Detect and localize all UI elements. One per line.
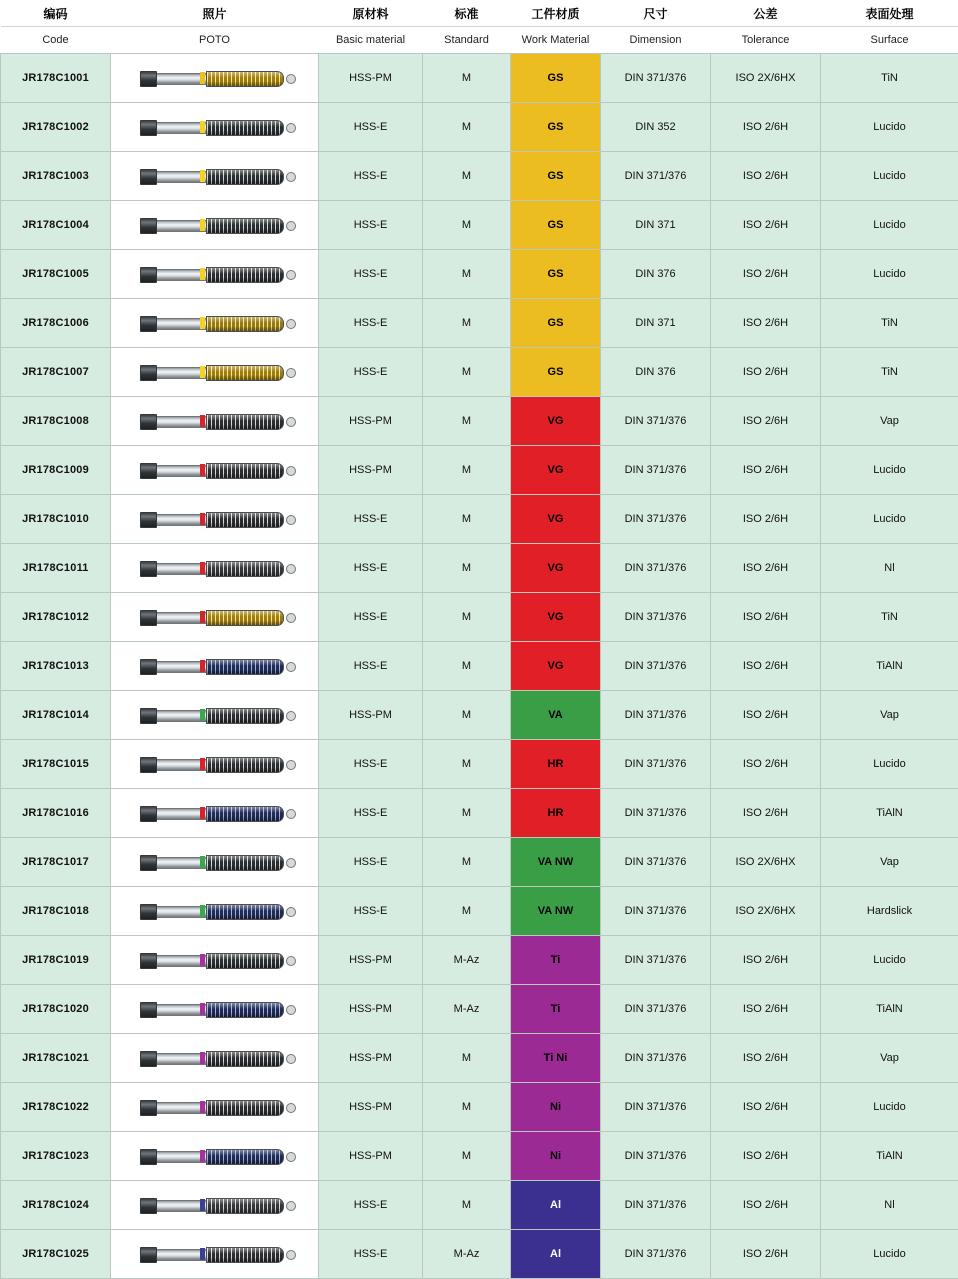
cell-dimension: DIN 371/376	[601, 544, 711, 593]
cell-code: JR178C1020	[1, 985, 111, 1034]
cell-basic-material: HSS-PM	[319, 1034, 423, 1083]
cell-dimension: DIN 371/376	[601, 642, 711, 691]
column-header-work-material-cn: 工件材质	[511, 0, 601, 27]
cell-tolerance: ISO 2/6H	[711, 397, 821, 446]
column-header-dimension-en: Dimension	[601, 27, 711, 54]
cell-photo	[111, 1230, 319, 1279]
cell-code: JR178C1011	[1, 544, 111, 593]
cell-surface: Lucido	[821, 103, 958, 152]
cell-dimension: DIN 371/376	[601, 54, 711, 103]
cell-surface: Nl	[821, 1181, 958, 1230]
table-row	[1, 348, 958, 397]
cell-photo	[111, 1083, 319, 1132]
cell-tolerance: ISO 2X/6HX	[711, 838, 821, 887]
cell-tolerance: ISO 2/6H	[711, 691, 821, 740]
cell-photo	[111, 495, 319, 544]
cell-work-material: VG	[511, 544, 601, 593]
table-row	[1, 838, 958, 887]
cell-code: JR178C1007	[1, 348, 111, 397]
cell-work-material: GS	[511, 201, 601, 250]
cell-work-material: VG	[511, 495, 601, 544]
cell-standard: M	[423, 691, 511, 740]
cell-code: JR178C1018	[1, 887, 111, 936]
cell-surface: Lucido	[821, 250, 958, 299]
cell-basic-material: HSS-E	[319, 838, 423, 887]
cell-dimension: DIN 371/376	[601, 936, 711, 985]
cell-basic-material: HSS-E	[319, 642, 423, 691]
tap-tool-image	[111, 791, 318, 835]
cell-photo	[111, 838, 319, 887]
cell-code: JR178C1009	[1, 446, 111, 495]
cell-dimension: DIN 371/376	[601, 1034, 711, 1083]
cell-tolerance: ISO 2/6H	[711, 152, 821, 201]
cell-basic-material: HSS-E	[319, 250, 423, 299]
cell-work-material: Ti	[511, 936, 601, 985]
cell-basic-material: HSS-PM	[319, 1132, 423, 1181]
cell-dimension: DIN 371/376	[601, 1181, 711, 1230]
cell-surface: TiAlN	[821, 642, 958, 691]
cell-work-material: GS	[511, 250, 601, 299]
cell-standard: M	[423, 495, 511, 544]
table-row	[1, 54, 958, 103]
cell-photo	[111, 348, 319, 397]
cell-tolerance: ISO 2/6H	[711, 348, 821, 397]
column-header-code-en: Code	[1, 27, 111, 54]
column-header-surface-en: Surface	[821, 27, 958, 54]
cell-tolerance: ISO 2/6H	[711, 299, 821, 348]
cell-work-material: GS	[511, 299, 601, 348]
tap-tool-image	[111, 693, 318, 737]
tap-tool-image	[111, 1183, 318, 1227]
tap-tool-image	[111, 1036, 318, 1080]
tap-tool-image	[111, 105, 318, 149]
cell-basic-material: HSS-PM	[319, 54, 423, 103]
cell-basic-material: HSS-PM	[319, 446, 423, 495]
cell-photo	[111, 593, 319, 642]
cell-standard: M	[423, 838, 511, 887]
cell-surface: Lucido	[821, 446, 958, 495]
cell-code: JR178C1005	[1, 250, 111, 299]
table-row	[1, 936, 958, 985]
cell-basic-material: HSS-E	[319, 544, 423, 593]
column-header-photo-cn: 照片	[111, 0, 319, 27]
cell-standard: M	[423, 1132, 511, 1181]
table-row	[1, 1132, 958, 1181]
cell-code: JR178C1001	[1, 54, 111, 103]
table-row	[1, 1230, 958, 1279]
cell-photo	[111, 1034, 319, 1083]
cell-tolerance: ISO 2/6H	[711, 495, 821, 544]
cell-tolerance: ISO 2/6H	[711, 544, 821, 593]
cell-basic-material: HSS-PM	[319, 985, 423, 1034]
cell-code: JR178C1006	[1, 299, 111, 348]
table-row	[1, 1034, 958, 1083]
cell-standard: M	[423, 1083, 511, 1132]
cell-dimension: DIN 376	[601, 250, 711, 299]
cell-tolerance: ISO 2/6H	[711, 103, 821, 152]
cell-surface: TiAlN	[821, 985, 958, 1034]
column-header-basic-material-cn: 原材料	[319, 0, 423, 27]
cell-basic-material: HSS-PM	[319, 936, 423, 985]
cell-basic-material: HSS-E	[319, 593, 423, 642]
tap-tool-image	[111, 56, 318, 100]
tap-tool-image	[111, 350, 318, 394]
tap-tool-image	[111, 742, 318, 786]
cell-work-material: VG	[511, 446, 601, 495]
table-row	[1, 103, 958, 152]
cell-work-material: GS	[511, 54, 601, 103]
cell-code: JR178C1004	[1, 201, 111, 250]
cell-standard: M	[423, 642, 511, 691]
header-row-english	[1, 27, 958, 54]
cell-work-material: Ni	[511, 1132, 601, 1181]
cell-work-material: Ni	[511, 1083, 601, 1132]
cell-standard: M	[423, 299, 511, 348]
cell-tolerance: ISO 2/6H	[711, 446, 821, 495]
cell-surface: TiN	[821, 348, 958, 397]
cell-photo	[111, 446, 319, 495]
table-row	[1, 593, 958, 642]
cell-photo	[111, 54, 319, 103]
cell-work-material: VG	[511, 642, 601, 691]
cell-surface: Lucido	[821, 201, 958, 250]
cell-photo	[111, 1132, 319, 1181]
tap-tool-image	[111, 301, 318, 345]
column-header-basic-material-en: Basic material	[319, 27, 423, 54]
cell-work-material: HR	[511, 740, 601, 789]
cell-basic-material: HSS-E	[319, 201, 423, 250]
table-row	[1, 887, 958, 936]
cell-standard: M	[423, 887, 511, 936]
cell-standard: M	[423, 789, 511, 838]
cell-dimension: DIN 371/376	[601, 985, 711, 1034]
cell-code: JR178C1025	[1, 1230, 111, 1279]
cell-tolerance: ISO 2/6H	[711, 201, 821, 250]
cell-code: JR178C1023	[1, 1132, 111, 1181]
cell-code: JR178C1022	[1, 1083, 111, 1132]
cell-photo	[111, 397, 319, 446]
cell-work-material: VA	[511, 691, 601, 740]
tap-tool-image	[111, 399, 318, 443]
cell-standard: M	[423, 201, 511, 250]
table-row	[1, 250, 958, 299]
tap-tool-image	[111, 840, 318, 884]
cell-dimension: DIN 371/376	[601, 740, 711, 789]
cell-photo	[111, 936, 319, 985]
column-header-tolerance-en: Tolerance	[711, 27, 821, 54]
cell-dimension: DIN 371/376	[601, 838, 711, 887]
cell-standard: M	[423, 446, 511, 495]
cell-code: JR178C1021	[1, 1034, 111, 1083]
tap-tool-image	[111, 203, 318, 247]
cell-dimension: DIN 371/376	[601, 1132, 711, 1181]
cell-basic-material: HSS-PM	[319, 397, 423, 446]
column-header-surface-cn: 表面处理	[821, 0, 958, 27]
cell-photo	[111, 544, 319, 593]
cell-code: JR178C1013	[1, 642, 111, 691]
table-header	[1, 0, 958, 54]
cell-basic-material: HSS-PM	[319, 691, 423, 740]
cell-code: JR178C1014	[1, 691, 111, 740]
cell-basic-material: HSS-E	[319, 495, 423, 544]
cell-photo	[111, 789, 319, 838]
cell-surface: TiN	[821, 54, 958, 103]
cell-standard: M	[423, 397, 511, 446]
cell-tolerance: ISO 2/6H	[711, 740, 821, 789]
cell-tolerance: ISO 2/6H	[711, 936, 821, 985]
cell-dimension: DIN 376	[601, 348, 711, 397]
tap-tool-image	[111, 546, 318, 590]
cell-photo	[111, 691, 319, 740]
cell-surface: Lucido	[821, 152, 958, 201]
cell-tolerance: ISO 2/6H	[711, 1034, 821, 1083]
cell-surface: Nl	[821, 544, 958, 593]
cell-code: JR178C1017	[1, 838, 111, 887]
column-header-tolerance-cn: 公差	[711, 0, 821, 27]
cell-work-material: HR	[511, 789, 601, 838]
cell-surface: Vap	[821, 397, 958, 446]
cell-work-material: VA NW	[511, 838, 601, 887]
cell-photo	[111, 201, 319, 250]
cell-code: JR178C1010	[1, 495, 111, 544]
cell-basic-material: HSS-E	[319, 299, 423, 348]
cell-tolerance: ISO 2/6H	[711, 1230, 821, 1279]
cell-photo	[111, 152, 319, 201]
cell-tolerance: ISO 2X/6HX	[711, 54, 821, 103]
cell-surface: Lucido	[821, 495, 958, 544]
table-row	[1, 740, 958, 789]
cell-standard: M-Az	[423, 985, 511, 1034]
cell-photo	[111, 740, 319, 789]
tap-tool-image	[111, 1232, 318, 1276]
cell-code: JR178C1015	[1, 740, 111, 789]
tap-tool-image	[111, 889, 318, 933]
table-row	[1, 299, 958, 348]
cell-work-material: VG	[511, 397, 601, 446]
cell-work-material: VA NW	[511, 887, 601, 936]
cell-work-material: VG	[511, 593, 601, 642]
cell-standard: M	[423, 250, 511, 299]
cell-surface: Lucido	[821, 1083, 958, 1132]
cell-basic-material: HSS-E	[319, 152, 423, 201]
cell-surface: TiAlN	[821, 1132, 958, 1181]
column-header-standard-cn: 标准	[423, 0, 511, 27]
cell-surface: Vap	[821, 691, 958, 740]
cell-dimension: DIN 371/376	[601, 446, 711, 495]
cell-code: JR178C1016	[1, 789, 111, 838]
tap-tool-image	[111, 595, 318, 639]
cell-basic-material: HSS-E	[319, 1230, 423, 1279]
table-row	[1, 789, 958, 838]
cell-surface: TiAlN	[821, 789, 958, 838]
cell-surface: TiN	[821, 299, 958, 348]
cell-standard: M-Az	[423, 936, 511, 985]
table-row	[1, 985, 958, 1034]
tap-tool-image	[111, 154, 318, 198]
cell-standard: M	[423, 1034, 511, 1083]
cell-work-material: Ti Ni	[511, 1034, 601, 1083]
cell-dimension: DIN 371/376	[601, 691, 711, 740]
cell-photo	[111, 103, 319, 152]
cell-tolerance: ISO 2/6H	[711, 250, 821, 299]
table-row	[1, 152, 958, 201]
table-row	[1, 1083, 958, 1132]
cell-code: JR178C1019	[1, 936, 111, 985]
cell-standard: M	[423, 593, 511, 642]
cell-tolerance: ISO 2/6H	[711, 985, 821, 1034]
table-row	[1, 691, 958, 740]
cell-surface: Lucido	[821, 1230, 958, 1279]
cell-code: JR178C1003	[1, 152, 111, 201]
tap-tool-image	[111, 497, 318, 541]
cell-code: JR178C1012	[1, 593, 111, 642]
cell-dimension: DIN 371/376	[601, 887, 711, 936]
cell-tolerance: ISO 2/6H	[711, 642, 821, 691]
table-row	[1, 201, 958, 250]
cell-standard: M-Az	[423, 1230, 511, 1279]
cell-standard: M	[423, 740, 511, 789]
cell-basic-material: HSS-E	[319, 1181, 423, 1230]
cell-surface: Lucido	[821, 936, 958, 985]
cell-work-material: GS	[511, 103, 601, 152]
column-header-standard-en: Standard	[423, 27, 511, 54]
cell-tolerance: ISO 2/6H	[711, 1132, 821, 1181]
cell-basic-material: HSS-PM	[319, 1083, 423, 1132]
cell-standard: M	[423, 544, 511, 593]
cell-photo	[111, 250, 319, 299]
cell-surface: Vap	[821, 1034, 958, 1083]
table-row	[1, 495, 958, 544]
tap-tool-image	[111, 644, 318, 688]
cell-basic-material: HSS-E	[319, 740, 423, 789]
cell-basic-material: HSS-E	[319, 348, 423, 397]
cell-code: JR178C1008	[1, 397, 111, 446]
cell-basic-material: HSS-E	[319, 789, 423, 838]
cell-photo	[111, 985, 319, 1034]
cell-code: JR178C1024	[1, 1181, 111, 1230]
cell-dimension: DIN 371/376	[601, 789, 711, 838]
tap-tool-image	[111, 252, 318, 296]
cell-standard: M	[423, 103, 511, 152]
cell-tolerance: ISO 2/6H	[711, 1083, 821, 1132]
cell-code: JR178C1002	[1, 103, 111, 152]
cell-dimension: DIN 371/376	[601, 1083, 711, 1132]
cell-standard: M	[423, 348, 511, 397]
cell-surface: TiN	[821, 593, 958, 642]
tap-tool-image	[111, 938, 318, 982]
cell-tolerance: ISO 2/6H	[711, 1181, 821, 1230]
table-row	[1, 642, 958, 691]
cell-basic-material: HSS-E	[319, 887, 423, 936]
cell-dimension: DIN 371	[601, 299, 711, 348]
table-body	[1, 54, 958, 1279]
cell-work-material: Al	[511, 1181, 601, 1230]
cell-work-material: Al	[511, 1230, 601, 1279]
cell-surface: Lucido	[821, 740, 958, 789]
column-header-work-material-en: Work Material	[511, 27, 601, 54]
table-row	[1, 446, 958, 495]
cell-photo	[111, 642, 319, 691]
tap-tool-image	[111, 1134, 318, 1178]
cell-surface: Hardslick	[821, 887, 958, 936]
cell-dimension: DIN 371/376	[601, 1230, 711, 1279]
cell-photo	[111, 299, 319, 348]
cell-tolerance: ISO 2/6H	[711, 789, 821, 838]
cell-dimension: DIN 371	[601, 201, 711, 250]
cell-surface: Vap	[821, 838, 958, 887]
cell-standard: M	[423, 54, 511, 103]
cell-dimension: DIN 371/376	[601, 593, 711, 642]
table-row	[1, 397, 958, 446]
cell-work-material: GS	[511, 348, 601, 397]
table-row	[1, 544, 958, 593]
cell-standard: M	[423, 152, 511, 201]
tap-tool-image	[111, 987, 318, 1031]
cell-work-material: Ti	[511, 985, 601, 1034]
table-row	[1, 1181, 958, 1230]
cell-dimension: DIN 352	[601, 103, 711, 152]
cell-standard: M	[423, 1181, 511, 1230]
header-row-chinese	[1, 0, 958, 27]
column-header-photo-en: POTO	[111, 27, 319, 54]
cell-dimension: DIN 371/376	[601, 397, 711, 446]
cell-photo	[111, 887, 319, 936]
cell-basic-material: HSS-E	[319, 103, 423, 152]
cell-photo	[111, 1181, 319, 1230]
tap-tool-image	[111, 1085, 318, 1129]
cell-dimension: DIN 371/376	[601, 152, 711, 201]
column-header-code-cn: 编码	[1, 0, 111, 27]
cell-dimension: DIN 371/376	[601, 495, 711, 544]
cell-work-material: GS	[511, 152, 601, 201]
tap-tool-image	[111, 448, 318, 492]
cell-tolerance: ISO 2X/6HX	[711, 887, 821, 936]
cell-tolerance: ISO 2/6H	[711, 593, 821, 642]
column-header-dimension-cn: 尺寸	[601, 0, 711, 27]
